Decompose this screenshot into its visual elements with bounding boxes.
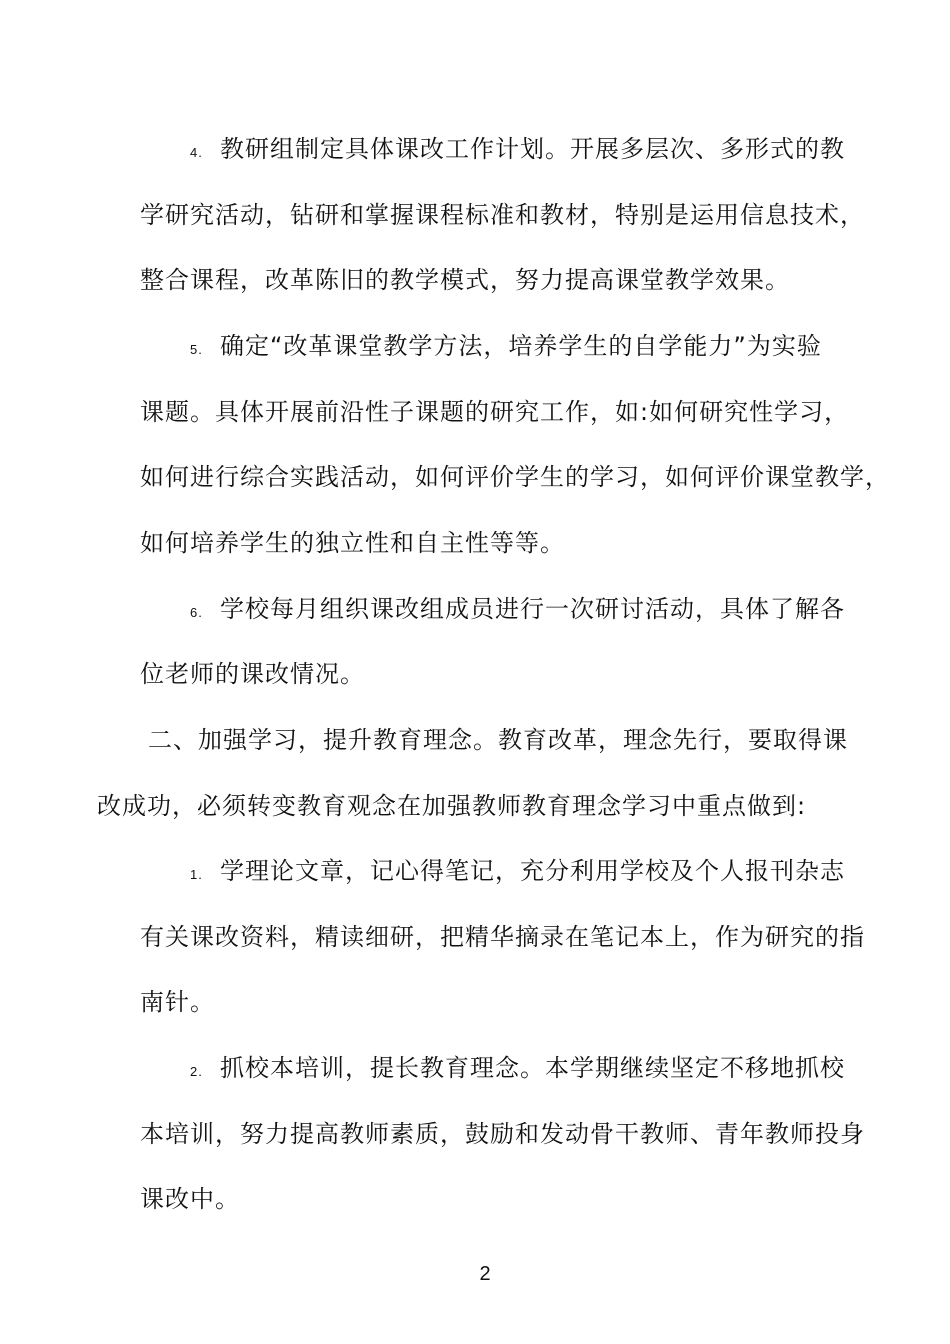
sub-item-1-line-3: 南针。 — [140, 988, 215, 1016]
item-5-line-2: 课题。具体开展前沿性子课题的研究工作，如:如何研究性学习， — [140, 398, 850, 426]
item-5-line-3: 如何进行综合实践活动，如何评价学生的学习，如何评价课堂教学， — [140, 463, 890, 491]
list-number: 5. — [190, 342, 203, 357]
item-5-line-4: 如何培养学生的独立性和自主性等等。 — [140, 529, 565, 557]
sub-item-2-line-2: 本培训，努力提高教师素质，鼓励和发动骨干教师、青年教师投身 — [140, 1120, 865, 1148]
line-text: 教研组制定具体课改工作计划。开展多层次、多形式的教 — [220, 135, 845, 163]
section-heading-line-1: 二、加强学习，提升教育理念。教育改革，理念先行，要取得课 — [148, 726, 848, 754]
item-6-line-2: 位老师的课改情况。 — [140, 660, 365, 688]
section-heading-line-2: 改成功，必须转变教育观念在加强教师教育理念学习中重点做到: — [97, 792, 807, 820]
sub-item-2-line-1 — [190, 1053, 845, 1087]
item-4-line-2: 学研究活动，钻研和掌握课程标准和教材，特别是运用信息技术， — [140, 201, 865, 229]
sub-item-1-line-2: 有关课改资料，精读细研，把精华摘录在笔记本上，作为研究的指 — [140, 923, 865, 951]
item-4-line-1 — [190, 134, 845, 168]
line-text: 确定“改革课堂教学方法，培养学生的自学能力”为实验 — [220, 332, 822, 360]
list-number: 4. — [190, 145, 203, 160]
list-number: 6. — [190, 605, 203, 620]
sub-item-1-line-1 — [190, 856, 845, 890]
item-6-line-1 — [190, 594, 845, 628]
list-number: 1. — [190, 867, 203, 882]
line-text: 学理论文章，记心得笔记，充分利用学校及个人报刊杂志 — [220, 857, 845, 885]
sub-item-2-line-3: 课改中。 — [140, 1185, 240, 1213]
item-4-line-3: 整合课程，改革陈旧的教学模式，努力提高课堂教学效果。 — [140, 266, 790, 294]
line-text: 抓校本培训，提长教育理念。本学期继续坚定不移地抓校 — [220, 1054, 845, 1082]
page-number: 2 — [479, 1263, 491, 1285]
list-number: 2. — [190, 1064, 203, 1079]
item-5-line-1 — [190, 331, 822, 365]
line-text: 学校每月组织课改组成员进行一次研讨活动，具体了解各 — [220, 595, 845, 623]
